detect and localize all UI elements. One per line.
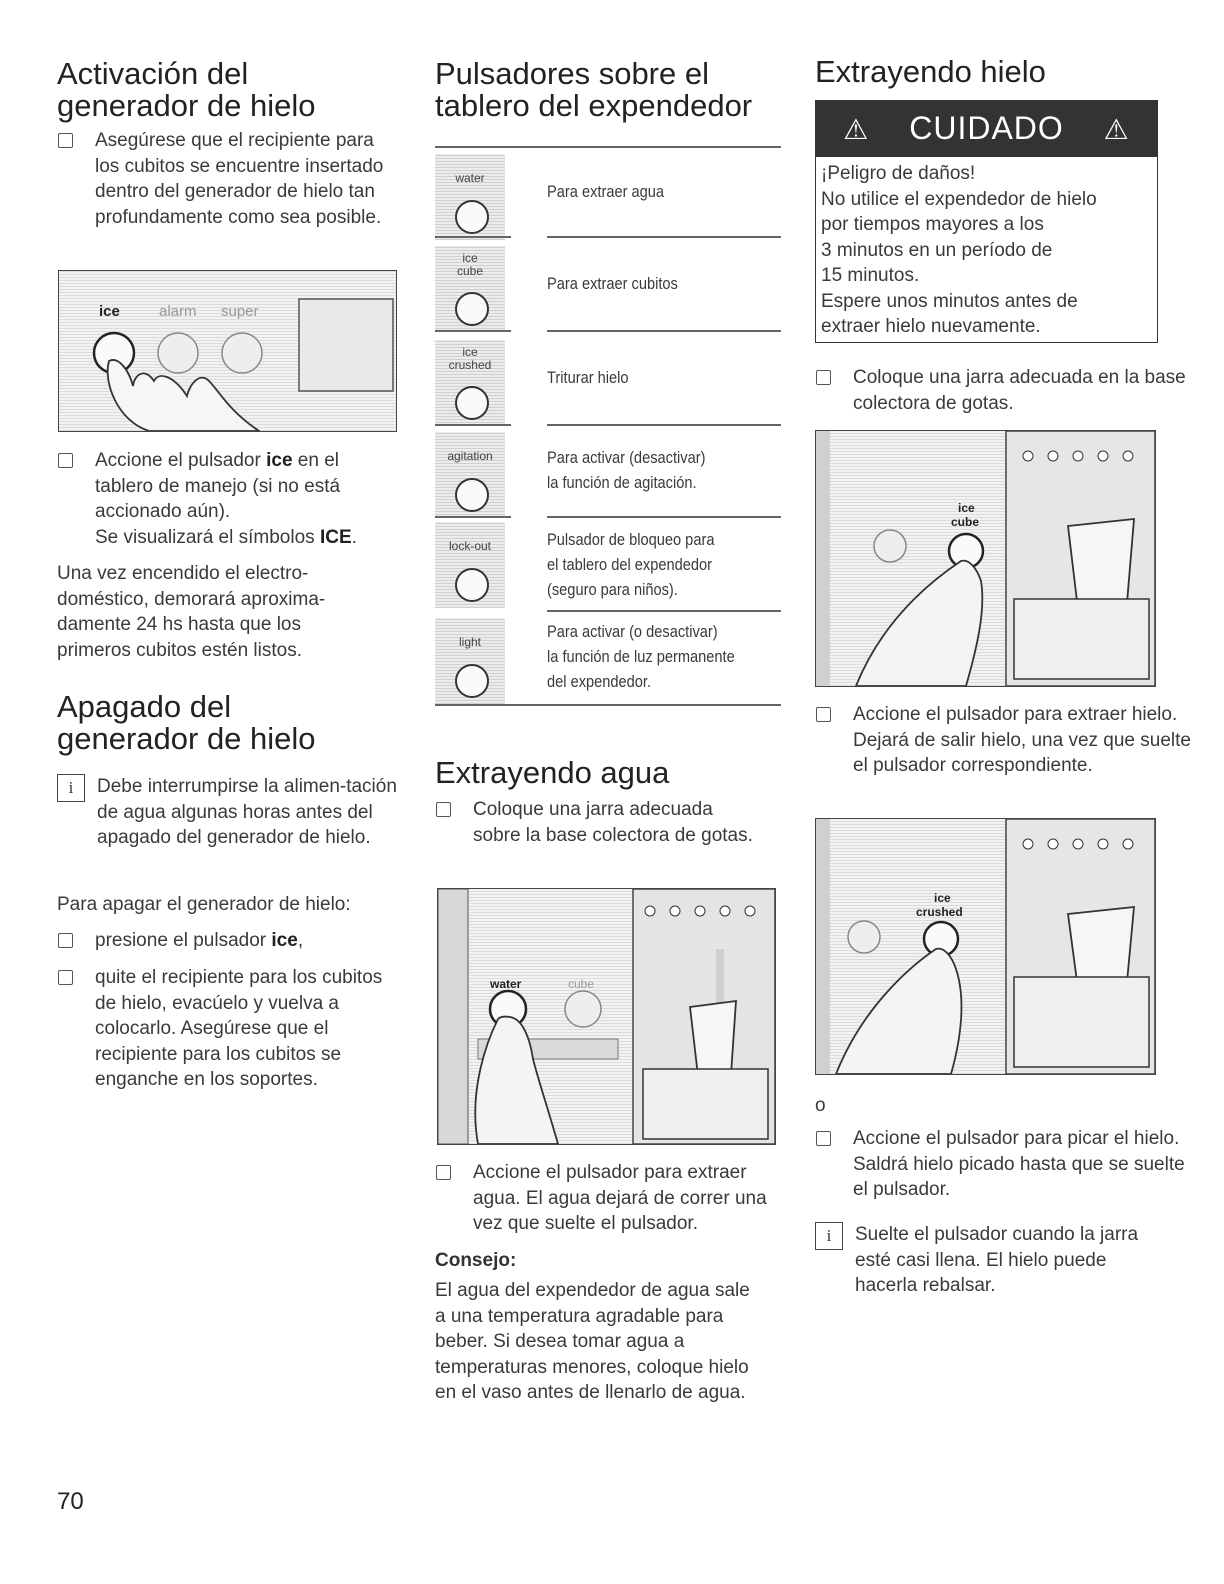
page-number: 70 [57, 1488, 84, 1515]
desc-light-3: del expendedor. [547, 672, 652, 691]
pad-agitation: agitation [435, 432, 505, 518]
desc-lock-out-2: el tablero del expendedor [547, 555, 713, 574]
heading-dispenser-buttons: Pulsadores sobre el tablero del expendedor [435, 56, 753, 123]
pad-ice-cube: ice cube [435, 246, 505, 332]
desc-water: Para extraer agua [547, 182, 665, 201]
info-note-water: i Debe interrumpirse la alimen-tación de agua algunas horas antes del apagado del generador de hielo. [57, 774, 397, 851]
tip-text: El agua del expendedor de agua sale a una temperatura agradable para beber. Si desea tomar agua a temperaturas menores, coloque hielo en el vaso antes de llenarlo de agua. [435, 1280, 750, 1403]
step-press-ice-crushed: Accione el pulsador para picar el hielo. Saldrá hielo picado hasta que se suelte el pulsador. [815, 1126, 1198, 1203]
or-text: o [815, 1095, 826, 1116]
desc-light-2: la función de luz permanente [547, 647, 735, 666]
row-divider [547, 236, 781, 238]
label-water: water [490, 977, 522, 991]
warning-triangle-icon: ⚠ [1103, 114, 1130, 145]
info-icon: i [57, 774, 85, 802]
info-note-jug: i Suelte el pulsador cuando la jarra esté casi llena. El hielo puede hacerla rebalsar. [815, 1222, 1155, 1299]
para-wait-time: Una vez encendido el electro-doméstico, demorará aproxima-damente 24 hs hasta que los primeros cubitos estén listos. [57, 563, 326, 661]
ice-crushed-illustration [816, 819, 1155, 1074]
desc-light-1: Para activar (o desactivar) [547, 622, 718, 641]
desc-lock-out-1: Pulsador de bloqueo para [547, 530, 715, 549]
ice-cube-button[interactable] [455, 292, 489, 326]
label-cube: cube [568, 977, 595, 991]
dispenser-buttons-table [435, 148, 781, 704]
heading-ice-maker-activation: Activación del generador de hielo [57, 56, 316, 123]
label-super: super [221, 303, 259, 320]
agitation-button[interactable] [455, 478, 489, 512]
label-ice-crushed-1: ice [934, 891, 951, 905]
label-ice-crushed-2: crushed [916, 905, 963, 919]
row-divider [547, 610, 781, 612]
water-dispenser-illustration [438, 889, 775, 1144]
label-ice-cube-2: cube [951, 515, 980, 529]
info-icon: i [815, 1222, 843, 1250]
pad-light: light [435, 618, 505, 704]
ice-cube-illustration [816, 431, 1155, 686]
desc-lock-out-3: (seguro para niños). [547, 580, 678, 599]
step-place-jug-ice: Coloque una jarra adecuada en la base colectora de gotas. [815, 365, 1193, 416]
warning-header: ⚠ CUIDADO ⚠ [815, 100, 1158, 156]
figure-water-dispenser [437, 888, 776, 1145]
desc-agitation-2: la función de agitación. [547, 473, 697, 492]
divider [435, 704, 781, 706]
warning-triangle-icon: ⚠ [843, 114, 870, 145]
water-button[interactable] [455, 200, 489, 234]
heading-extracting-ice: Extrayendo hielo [815, 54, 1046, 89]
row-divider [435, 236, 511, 238]
figure-ice-cube [815, 430, 1156, 687]
row-divider [547, 330, 781, 332]
para-turn-off: Para apagar el generador de hielo: [57, 894, 351, 915]
step-remove-container: quite el recipiente para los cubitos de hielo, evacúelo y vuelva a colocarlo. Asegúrese que el recipiente para los cubitos se enganche en los soportes. [57, 965, 385, 1093]
light-button[interactable] [455, 664, 489, 698]
label-ice-cube-1: ice [958, 501, 975, 515]
desc-ice-crushed: Triturar hielo [547, 368, 629, 387]
step-place-jug-water: Coloque una jarra adecuada sobre la base colectora de gotas. [435, 797, 763, 848]
desc-agitation-1: Para activar (desactivar) [547, 448, 706, 467]
lock-out-button[interactable] [455, 568, 489, 602]
row-divider [435, 330, 511, 332]
row-divider [435, 516, 511, 518]
row-divider [547, 516, 781, 518]
step-press-ice-cube: Accione el pulsador para extraer hielo. Dejará de salir hielo, una vez que suelte el pulsador correspondiente. [815, 702, 1193, 779]
pad-ice-crushed: ice crushed [435, 340, 505, 426]
step-press-ice: Accione el pulsador ice en el tablero de manejo (si no está accionado aún). Se visualizará el símbolos ICE. [57, 448, 400, 550]
pad-lock-out: lock-out [435, 522, 505, 608]
label-alarm: alarm [159, 303, 197, 320]
row-divider [547, 424, 781, 426]
step-press-ice-off: presione el pulsador ice, [57, 928, 395, 954]
ice-crushed-button[interactable] [455, 386, 489, 420]
desc-ice-cube: Para extraer cubitos [547, 274, 678, 293]
figure-ice-crushed [815, 818, 1156, 1075]
warning-box: ¡Peligro de daños! No utilice el expendedor de hielo por tiempos mayores a los 3 minutos en un período de 15 minutos. Espere unos minutos antes de extraer hielo nuevamente. [815, 156, 1158, 343]
heading-extracting-water: Extrayendo agua [435, 755, 670, 790]
step-press-water: Accione el pulsador para extraer agua. El agua dejará de correr una vez que suelte el pulsador. [435, 1160, 778, 1237]
heading-ice-maker-off: Apagado del generador de hielo [57, 689, 316, 756]
pad-water: water [435, 154, 505, 240]
figure-ice-panel [58, 270, 397, 432]
tip-label: Consejo: [435, 1250, 517, 1271]
row-divider [435, 424, 511, 426]
step-insert-container: Asegúrese que el recipiente para los cubitos se encuentre insertado dentro del generador de hielo tan profundamente como sea posible. [57, 128, 395, 230]
ice-panel-illustration [59, 271, 396, 431]
label-ice: ice [99, 303, 120, 320]
